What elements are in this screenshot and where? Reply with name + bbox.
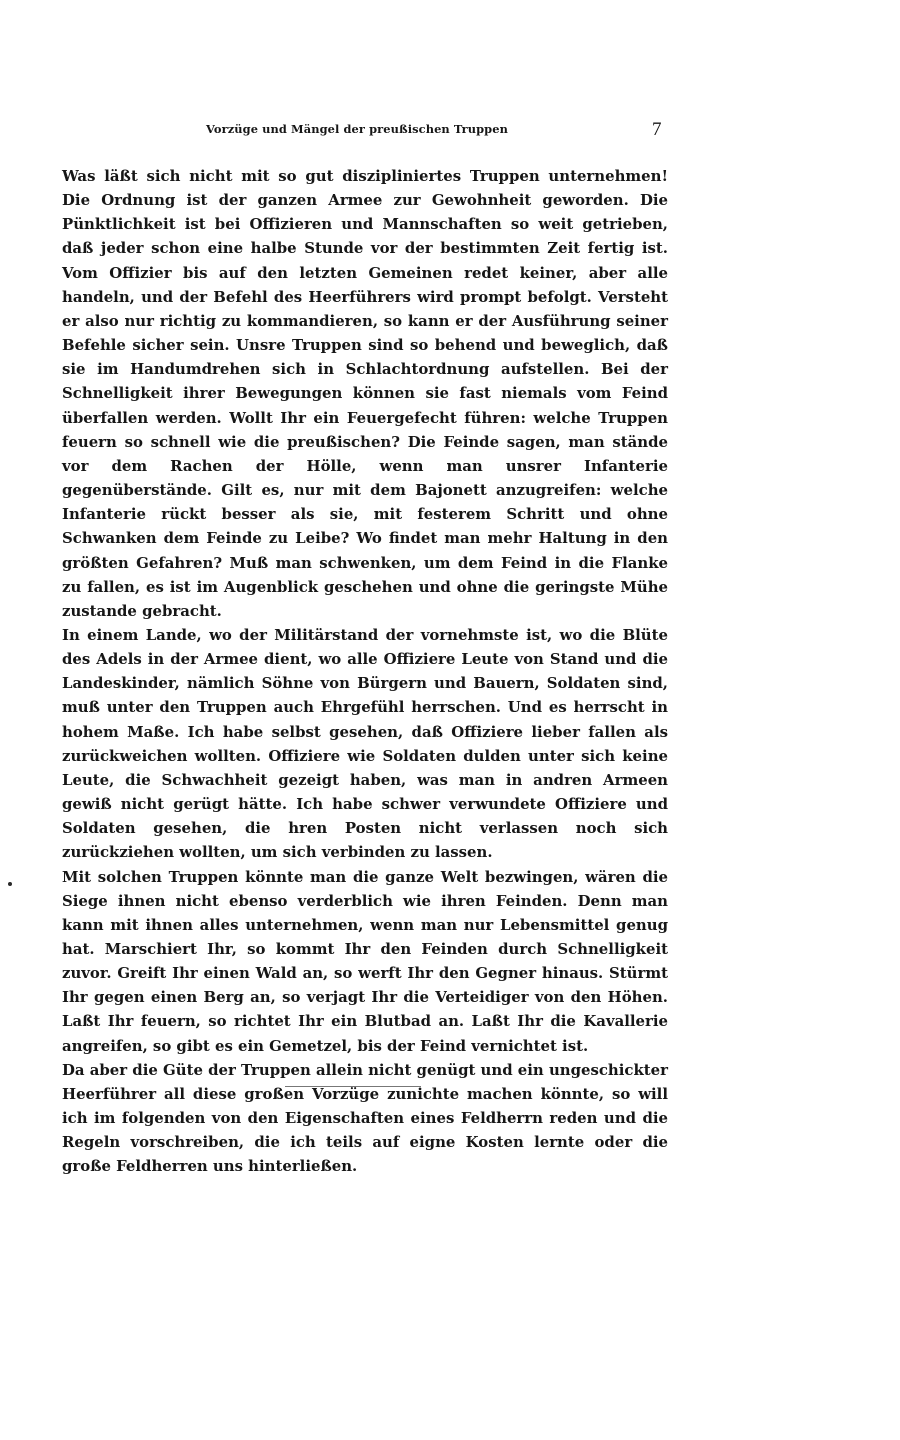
paragraph: In einem Lande, wo der Militärstand der vornehmste ist, wo die Blüte des Adels in der Armee dient, wo alle Offiziere Leute von Stand und die Landeskinder, nämlich Söhne von Bürgern und Bauern, Soldaten sind, muß unter den Truppen auch Ehrgefühl herrschen. Und es herrscht in hohem Maße. Ich habe selbst gesehen, daß Offiziere lieber fallen als zurückweichen wollten. Offiziere wie Soldaten dulden unter sich keine Leute, die Schwachheit gezeigt haben, was man in andren Armeen gewiß nicht gerügt hätte. Ich habe schwer verwundete Offiziere und Soldaten gesehen, die hren Posten nicht verlassen noch sich zurückziehen wollten, um sich verbinden zu lassen. (62, 625, 668, 862)
page-number: 7 (652, 119, 662, 140)
paragraph: Da aber die Güte der Truppen allein nicht genügt und ein ungeschickter Heerführer all diese großen Vorzüge zunichte machen könnte, so will ich im folgenden von den Eigenschaften eines Feldherrn reden und die Regeln vorschreiben, die ich teils auf eigne Kosten lernte oder die große Feldherren uns hinterließen. (62, 1060, 669, 1176)
margin-ink-dot (8, 882, 12, 886)
paragraph: Was läßt sich nicht mit so gut diszipliniertes Truppen unternehmen! Die Ordnung ist der ganzen Armee zur Gewohnheit geworden. Die Pünktlichkeit ist bei Offizieren und Mannschaften so weit getrieben, daß jeder schon eine halbe Stunde vor der bestimmten Zeit fertig ist. Vom Offizier bis auf den letzten Gemeinen redet keiner, aber alle handeln, und der Befehl des Heerführers wird prompt befolgt. Versteht er also nur richtig zu kommandieren, so kann er der Ausführung seiner Befehle sicher sein. Unsre Truppen sind so behend und beweglich, daß sie im Handumdrehen sich in Schlachtordnung aufstellen. Bei der Schnelligkeit ihrer Bewegungen können sie fast niemals vom Feind überfallen werden. Wollt Ihr ein Feuergefecht führen: welche Truppen feuern so schnell wie die preußischen? Die Feinde sagen, man stände vor dem Rachen der Hölle, wenn man unsrer Infanterie gegenüberstände. Gilt es, nur mit dem Bajonett anzugreifen: welche Infanterie rückt besser als sie, mit festerem Schritt und ohne Schwanken dem Feinde zu Leibe? Wo findet man mehr Haltung in den größten Gefahren? Muß man schwenken, um dem Feind in die Flanke zu fallen, es ist im Augenblick geschehen und ohne die geringste Mühe zustande gebracht. (62, 167, 668, 620)
running-head (0, 119, 900, 143)
body-text (62, 164, 668, 1179)
running-title: Vorzüge und Mängel der preußischen Truppen (206, 122, 508, 136)
paragraph: Mit solchen Truppen könnte man die ganze Welt bezwingen, wären die Siege ihnen nicht ebenso verderblich wie ihren Feinden. Denn man kann mit ihnen alles unternehmen, wenn man nur Lebensmittel genug hat. Marschiert Ihr, so kommt Ihr den Feinden durch Schnelligkeit zuvor. Greift Ihr einen Wald an, so werft Ihr den Gegner hinaus. Stürmt Ihr gegen einen Berg an, so verjagt Ihr die Verteidiger von den Höhen. Laßt Ihr feuern, so richtet Ihr ein Blutbad an. Laßt Ihr die Kavallerie angreifen, so gibt es ein Gemetzel, bis der Feind vernichtet ist. (62, 867, 668, 1055)
section-end-rule (285, 1086, 421, 1087)
